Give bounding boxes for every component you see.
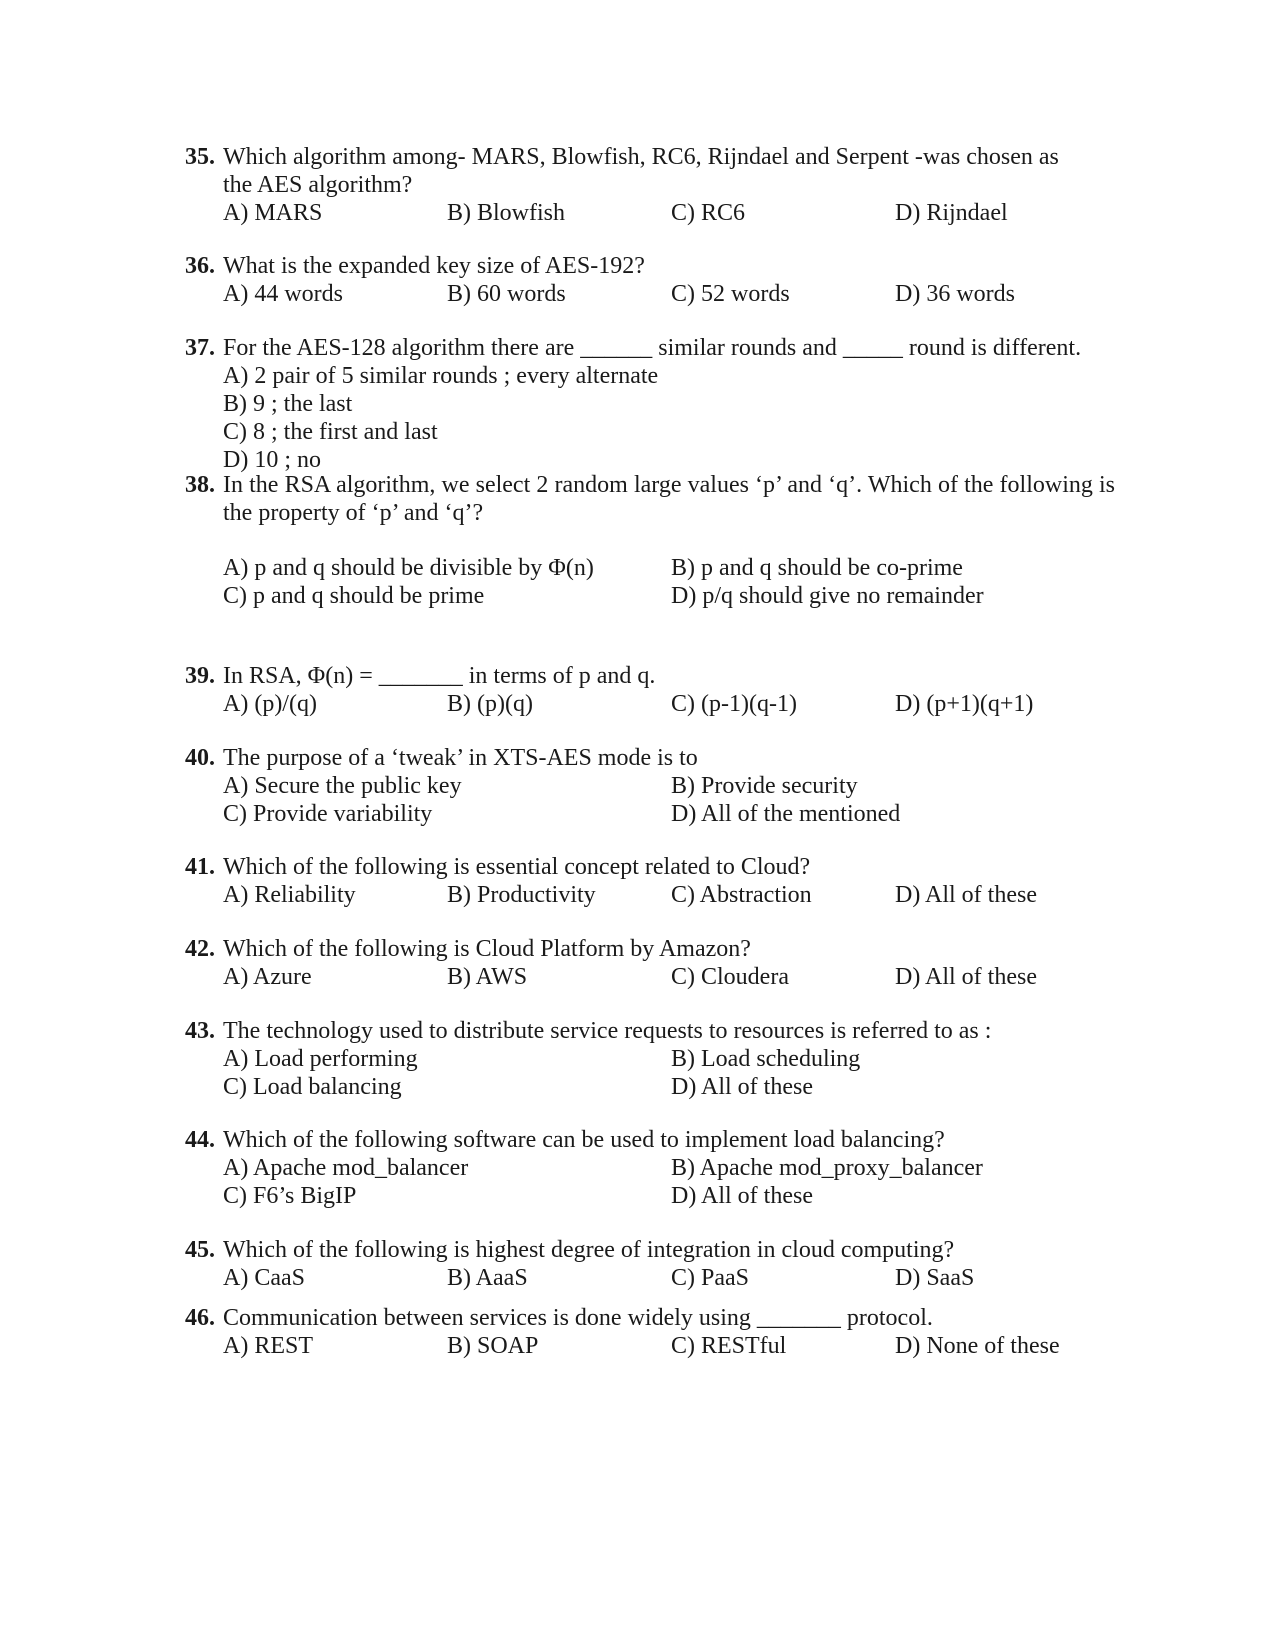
options-row bbox=[185, 1264, 1115, 1292]
option-c: C) F6’s BigIP bbox=[223, 1183, 357, 1209]
question-37 bbox=[185, 334, 1115, 474]
question-number: 41. bbox=[185, 854, 215, 880]
option-b: B) Provide security bbox=[671, 773, 858, 799]
question-text: In the RSA algorithm, we select 2 random large values ‘p’ and ‘q’. Which of the following is the property of ‘p’ and ‘q’? bbox=[223, 472, 1115, 526]
option-a: A) (p)/(q) bbox=[223, 691, 317, 717]
question-text: What is the expanded key size of AES-192? bbox=[223, 253, 645, 279]
question-number: 42. bbox=[185, 936, 215, 962]
options-row bbox=[185, 800, 1115, 828]
option-b: B) Blowfish bbox=[447, 200, 566, 226]
question-36 bbox=[185, 252, 1115, 308]
question-text: Which of the following software can be used to implement load balancing? bbox=[223, 1127, 945, 1153]
option-b: B) SOAP bbox=[447, 1333, 539, 1359]
option-a: A) Secure the public key bbox=[223, 773, 462, 799]
question-text: Which of the following is Cloud Platform by Amazon? bbox=[223, 936, 751, 962]
options-row bbox=[185, 1045, 1115, 1073]
option-d: D) (p+1)(q+1) bbox=[895, 691, 1034, 717]
option-d: D) All of these bbox=[895, 882, 1037, 908]
option-b: B) AWS bbox=[447, 964, 528, 990]
options-row bbox=[185, 1182, 1115, 1210]
option-c: C) Abstraction bbox=[671, 882, 812, 908]
question-text: Which of the following is highest degree of integration in cloud computing? bbox=[223, 1237, 955, 1263]
option-c: C) 8 ; the first and last bbox=[223, 419, 438, 445]
option-a: A) 44 words bbox=[223, 281, 343, 307]
options-row bbox=[185, 1073, 1115, 1101]
option-d: D) None of these bbox=[895, 1333, 1060, 1359]
options-row bbox=[185, 280, 1115, 308]
option-b: B) 9 ; the last bbox=[223, 391, 353, 417]
question-text: In RSA, Φ(n) = _______ in terms of p and q. bbox=[223, 663, 656, 689]
option-c: C) (p-1)(q-1) bbox=[671, 691, 797, 717]
question-41 bbox=[185, 853, 1115, 909]
option-c: C) Provide variability bbox=[223, 801, 433, 827]
option-c: C) Cloudera bbox=[671, 964, 789, 990]
question-text: the AES algorithm? bbox=[223, 172, 413, 198]
option-b: B) p and q should be co-prime bbox=[671, 555, 963, 581]
question-number: 36. bbox=[185, 253, 215, 279]
option-a: A) CaaS bbox=[223, 1265, 305, 1291]
option-c: C) RESTful bbox=[671, 1333, 787, 1359]
question-number: 43. bbox=[185, 1018, 215, 1044]
option-a: A) Azure bbox=[223, 964, 312, 990]
question-text: The technology used to distribute service requests to resources is referred to as : bbox=[223, 1018, 992, 1044]
question-43 bbox=[185, 1017, 1115, 1101]
option-b: B) (p)(q) bbox=[447, 691, 533, 717]
options-row bbox=[185, 690, 1115, 718]
option-a: A) p and q should be divisible by Φ(n) bbox=[223, 555, 594, 581]
options-row bbox=[185, 963, 1115, 991]
option-d: D) Rijndael bbox=[895, 200, 1008, 226]
question-number: 38. bbox=[185, 472, 215, 498]
question-35 bbox=[185, 143, 1115, 227]
question-number: 46. bbox=[185, 1305, 215, 1331]
option-a: A) MARS bbox=[223, 200, 323, 226]
option-c: C) p and q should be prime bbox=[223, 583, 485, 609]
option-b: B) Apache mod_proxy_balancer bbox=[671, 1155, 983, 1181]
option-d: D) p/q should give no remainder bbox=[671, 583, 984, 609]
question-text: Which algorithm among- MARS, Blowfish, RC6, Rijndael and Serpent -was chosen as bbox=[223, 144, 1059, 170]
question-number: 40. bbox=[185, 745, 215, 771]
option-a: A) 2 pair of 5 similar rounds ; every alternate bbox=[223, 363, 659, 389]
option-b: B) Productivity bbox=[447, 882, 596, 908]
option-a: A) Reliability bbox=[223, 882, 356, 908]
option-a: A) Load performing bbox=[223, 1046, 418, 1072]
options-row bbox=[185, 1332, 1115, 1360]
option-b: B) Load scheduling bbox=[671, 1046, 861, 1072]
option-c: C) 52 words bbox=[671, 281, 790, 307]
question-38 bbox=[185, 471, 1115, 610]
option-a: A) REST bbox=[223, 1333, 313, 1359]
question-number: 39. bbox=[185, 663, 215, 689]
option-d: D) All of these bbox=[895, 964, 1037, 990]
option-d: D) 36 words bbox=[895, 281, 1015, 307]
option-d: D) All of these bbox=[671, 1074, 813, 1100]
options-row bbox=[185, 881, 1115, 909]
question-40 bbox=[185, 744, 1115, 828]
option-c: C) PaaS bbox=[671, 1265, 749, 1291]
options-row bbox=[185, 554, 1115, 582]
option-a: A) Apache mod_balancer bbox=[223, 1155, 469, 1181]
question-number: 45. bbox=[185, 1237, 215, 1263]
options-row bbox=[185, 772, 1115, 800]
option-c: C) Load balancing bbox=[223, 1074, 402, 1100]
question-text: The purpose of a ‘tweak’ in XTS-AES mode is to bbox=[223, 745, 698, 771]
question-number: 44. bbox=[185, 1127, 215, 1153]
option-d: D) All of these bbox=[671, 1183, 813, 1209]
option-d: D) 10 ; no bbox=[223, 447, 321, 473]
option-d: D) SaaS bbox=[895, 1265, 975, 1291]
question-text: For the AES-128 algorithm there are ______ similar rounds and _____ round is different. bbox=[223, 335, 1082, 361]
options-list bbox=[223, 362, 1115, 474]
option-b: B) 60 words bbox=[447, 281, 566, 307]
option-d: D) All of the mentioned bbox=[671, 801, 901, 827]
question-42 bbox=[185, 935, 1115, 991]
question-44 bbox=[185, 1126, 1115, 1210]
question-text: Which of the following is essential concept related to Cloud? bbox=[223, 854, 811, 880]
options-row bbox=[185, 199, 1115, 227]
options-row bbox=[185, 1154, 1115, 1182]
question-text: Communication between services is done widely using _______ protocol. bbox=[223, 1305, 933, 1331]
option-c: C) RC6 bbox=[671, 200, 746, 226]
question-number: 37. bbox=[185, 335, 215, 361]
question-number: 35. bbox=[185, 144, 215, 170]
options-row bbox=[185, 582, 1115, 610]
option-b: B) AaaS bbox=[447, 1265, 528, 1291]
question-46 bbox=[185, 1304, 1115, 1360]
question-45 bbox=[185, 1236, 1115, 1292]
question-39 bbox=[185, 662, 1115, 718]
